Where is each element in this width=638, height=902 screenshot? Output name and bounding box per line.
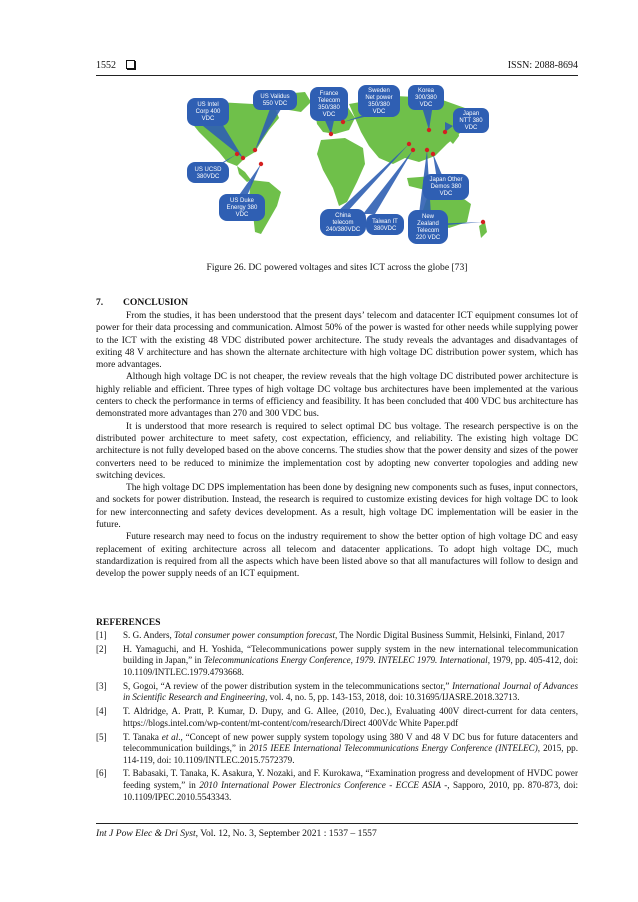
callout-us-validus (253, 90, 297, 110)
site-marker (259, 162, 263, 166)
issn: ISSN: 2088-8694 (507, 60, 578, 71)
reference-item: [6] T. Babasaki, T. Tanaka, K. Asakura, Y. Nozaki, and F. Kurokawa, “Examination progress and development of HVDC power feeding system,” in 2010 International Power Electronics Conference - ECCE ASIA -, Sapporo, 2010, pp. 870-873, doi: 10.1109/IPEC.2010.5543343. (96, 768, 578, 802)
callout-text: US UCSD 380VDC (194, 167, 222, 180)
conclusion-body (96, 310, 578, 581)
site-marker (407, 142, 411, 146)
section-title: CONCLUSION (123, 297, 189, 308)
new-zealand-shape (479, 222, 487, 238)
section-heading (96, 296, 188, 309)
callout-text: Japan NTT 380 VDC (459, 111, 483, 131)
figure-world-map (165, 82, 495, 247)
header-rule (96, 75, 578, 76)
site-marker (427, 128, 431, 132)
callout-text: New Zealand Telecom 220 VDC (415, 214, 441, 241)
site-marker (253, 148, 257, 152)
world-map-svg (165, 82, 495, 247)
section-number: 7. (96, 297, 104, 308)
reference-item: [2] H. Yamaguchi, and H. Yoshida, “Telecommunications power supply system in the new international telecommunication building in Japan,” in Telecommunications Energy Conference, 1979. INTELEC 1979. International, 1979, pp. 405-412, doi: 10.1109/INTLEC.1979.4793668. (96, 643, 578, 677)
references-list (96, 630, 578, 805)
references-heading: REFERENCES (96, 617, 161, 628)
callout-korea (408, 85, 444, 110)
paragraph: It is understood that more research is required to select optimal DC bus voltage. The research perspective is on the distributed power architecture to meet safety, cost expectation, efficiency, and reliability. The existing high voltage DC architecture is not fully developed based on the above concerns. The studies show that the power density and sizes of the power converters need to be reduced to minimize the implementation cost by adopting new converter topologies and adding new switching devices. (96, 421, 578, 481)
page-footer (96, 827, 377, 840)
callout-text: Sweden Net power 350/380 VDC (365, 88, 393, 115)
callout-new-zealand-telecom (408, 210, 448, 244)
square-bullet-icon (126, 60, 135, 69)
site-marker (341, 120, 345, 124)
central-america-shape (237, 166, 251, 182)
callout-japan-other-demos (423, 174, 469, 200)
callout-text: China telecom 240/380VDC (325, 213, 361, 233)
page-number: 1552 (96, 60, 116, 71)
page-header (96, 59, 578, 75)
callout-text: US Duke Energy 380 VDC (226, 198, 258, 218)
site-marker (443, 130, 447, 134)
callout-us-ucsd (187, 162, 229, 183)
figure-caption: Figure 26. DC powered voltages and sites ICT across the globe [73] (206, 262, 468, 273)
callout-china-telecom (320, 209, 366, 236)
site-marker (411, 148, 415, 152)
paragraph: From the studies, it has been understood that the present days’ telecom and datacenter ICT equipment consumes lot of power for their data processing and communication. Almost 50% of the power is wasted for other needs while supplying power to the ICT with the existing 48 VDC distributed power architecture. The study reveals the advantages and disadvantages of exiting 48 V architecture and has shown the alternate architecture with high voltage DC distribution power system, which has more advantages. (96, 311, 578, 371)
reference-item: [5] T. Tanaka et al., “Concept of new power supply system topology using 380 V and 48 V DC bus for future datacenters and telecommunication buildings,” in 2015 IEEE International Telecommunications Energy Conference (INTELEC), 2015, pp. 114-119, doi: 10.1109/INTLEC.2015.7572379. (96, 731, 578, 765)
callout-text: Korea 300/380 VDC (415, 88, 437, 108)
paragraph: The high voltage DC DPS implementation has been done by designing new components such as fuses, input connectors, and sockets for power distribution. Instead, the research is required to customize existing devices for high voltage DC to look for new interconnecting and safety devices development. As a result, high voltage DC implementation will be easier in the future. (96, 483, 578, 531)
callout-text: France Telecom 350/380 VDC (317, 91, 341, 118)
journal-details: , Vol. 12, No. 3, September 2021 : 1537 – 1557 (195, 828, 377, 839)
callout-us-duke-energy (219, 194, 265, 221)
paragraph: Although high voltage DC is not cheaper, the review reveals that the high voltage DC distributed power architecture is highly reliable and efficient. Three types of high voltage DC voltage bus architectures have been implemented at the various centers to check the performance in terms of efficiency and feasibility. It has been concluded that 400 VDC bus architecture has demonstrated more advantages than 270 and 300 VDC bus. (96, 372, 578, 420)
footer-rule (96, 823, 578, 824)
callout-text: Japan Other Demos 380 VDC (429, 177, 463, 197)
site-marker (481, 220, 485, 224)
paragraph: Future research may need to focus on the industry requirement to show the better option of high voltage DC and easy replacement of exiting architecture across all telecom and datacenter applications. To adopt high voltage DC, much standardization is required from all the aspects which have been listed above so that all manufactures will follow to design and develop the power supply needs of an ICT equipment. (96, 532, 578, 580)
reference-item: [3] S, Gogoi, “A review of the power distribution system in the telecommunications sector,” International Journal of Advances in Scientific Research and Engineering, vol. 4, no. 5, pp. 143-153, 2018, doi: 10.31695/IJASRE.2018.32713. (96, 680, 579, 703)
callout-us-intel (187, 98, 229, 126)
callout-text: US Intel Corp 400 VDC (195, 102, 221, 122)
site-marker (431, 152, 435, 156)
site-marker (425, 148, 429, 152)
callout-text: US Validus 550 VDC (260, 94, 290, 107)
site-marker (329, 132, 333, 136)
callout-taiwan-it (366, 214, 404, 235)
journal-name: Int J Pow Elec & Dri Syst (96, 828, 196, 839)
site-marker (241, 156, 245, 160)
callout-france-telecom (310, 87, 348, 121)
callout-box (253, 90, 297, 110)
callout-japan-ntt (453, 108, 489, 133)
reference-item: [1] S. G. Anders, Total consumer power consumption forecast, The Nordic Digital Business Summit, Helsinki, Finland, 2017 (96, 630, 565, 640)
callout-sweden-net-power (358, 85, 400, 117)
callout-text: Taiwan IT 380VDC (372, 219, 398, 232)
reference-item: [4] T. Aldridge, A. Pratt, P. Kumar, D. Dupy, and G. Allee, (2010, Dec.), Evaluating 400V direct-current for data centers, https://blogs.intel.com/wp-content/mt-content/com/research/Direct 400Vdc White Paper.pdf (96, 706, 578, 728)
site-marker (235, 152, 239, 156)
